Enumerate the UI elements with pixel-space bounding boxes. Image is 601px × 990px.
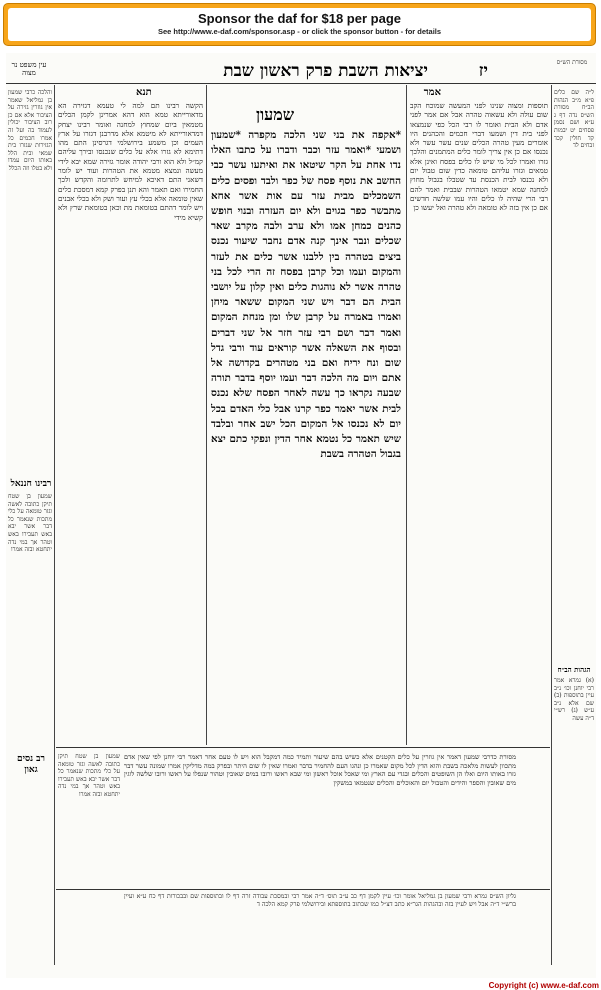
sponsor-banner-subtitle[interactable]: See http://www.e-daf.com/sponsor.asp - or click the sponsor button - for details: [157, 27, 442, 36]
lower-commentary: מסורת כדרבי שמעון דאמר אין גוזרין על כלים הקטנים אלא כשיש בהם שיעור ותמיד כמה דמקבל הוא ויש לו טעם אחר דאמר רבי יוחנן לפי שאין אדם מתכוון לעשות מלאכה בשבת והוא הדין לכל מקום שאמרו כן ונהגו העם להחמיר בדבר ואמרו שאין לו שום היתר ובפרק במה מדליקין אמרו שמונה עשר דבר גזרו באותו היום ואלו הן השופטים והכלים ובגדי עם הארץ ומי שאכל אוכל ראשון ומי שבא ראשו ורובו במים שאובין וטהור שנפלו על ראשו ורובו שלשה לוגין מים שאובין והספר והידים והטבול יום והאוכלים והכלים שנטמאו במשקין: [124, 753, 516, 787]
lower-left-notes: שמעון בן שטח תיקן כתובה לאשה וגזר טומאה על כלי מתכות שנאמר כל דבר אשר יבא באש תעבירו באש וטהר אך במי נדה יתחטא ובזה אמרו: [58, 753, 120, 798]
rashi-text: תוספות ומצוה שנינו לפני המעשה שמוכח הקב שום עולה ולא עשאוה טהרה אבל אם אמר לפני אדם ולא הבית ואומר לו רבי הכל כפי שנמצאו לפני בית דין ושמעו דברי חכמים והכהנים היו אומרים מעין טהרה הכלים שנים עשר עשר ולא נכנסו אם כן אין צריך לומר כלים המתמנים והלכך גזרו ואמרו לכל מי שיש לו כלים בפסח ואינן אלא טמאים וגזרו עליהם טומאה כדין שום טבול יום ולא נכנסו לבית הכנסת עד שטבלו בגבול מחוץ למחנה שמא יטמאו הטהרות שבבית ואמר להם רבי הרי שהיה לו כלים והיו עמו שלשה חדשים אם כן אין בזה לא טומאה ולא טהרה ואל יעשו כן: [410, 101, 548, 213]
rabbeinu-chananel-text: שמעון בן שטח תיקן כתובה לאשה וגזר טומאה על כלי מתכות שנאמר כל דבר אשר יבא באש תעבירו באש וטהר אך במי נדה יתחטא ובזה אמרו: [8, 493, 52, 554]
left-margin-divider: [54, 85, 55, 965]
running-head: [6, 59, 596, 81]
left-margin-notes: והלכה כרבי שמעון בן גמליאל שאמר אין גוזרין גזירה על הציבור אלא אם כן רוב הציבור יכולין לעמוד בה ועל זה אמרו חכמים כל הגזירות שגזרו בית שמאי ובית הלל באותו היום עמדו ולא בטלו וזה הכלל: [8, 89, 52, 172]
gilyon-hashas: גליון הש״ס גמרא ורבי שמעון בן גמליאל אומר וכו׳ עיין לקמן דף כב ע״ב תוס׳ ד״ה אמר רבי ובמסכת עבודה זרה דף לו ובתוספות שם ובבכורות דף כח ע״א ועיין ברש״י ד״ה אבל ויש לעיין בזה ובהגהות הגר״א כתב דצ״ל כמו שכתוב בתוספתא ובירושלמי פרק קמא הלכה ד: [124, 893, 516, 908]
rabbeinu-chananel-heading: רבינו חננאל: [10, 479, 52, 489]
sponsor-banner[interactable]: [3, 3, 596, 46]
daf-number: יז: [478, 61, 488, 81]
copyright-link[interactable]: Copyright (c) www.e-daf.com: [488, 981, 599, 990]
right-margin-divider: [551, 85, 552, 965]
tosafot-gemara-divider: [206, 85, 207, 745]
rav-nissim-heading: רב נסים גאון: [17, 754, 45, 775]
rashi-heading: אמר: [423, 87, 441, 98]
chapter-title: יציאות השבת פרק ראשון שבת: [223, 61, 428, 81]
right-margin-notes: ל״ה שם כלים פ״א מ״ב הגהות הב״ח מסורת הש״ס נדה דף ג ע״א ושם נסמן פסחים יט יבמות קד חולין קכד זבחים לד: [554, 89, 594, 150]
tosafot-text: הקשה רבינו תם למה לי טעמא דגזירה הא מדאורייתא טמא הוא דהא אמרינן לקמן הכלים מטמאין ביום שמחוץ למחנה ואומר רבינו יצחק דמדאורייתא לא מיטמא אלא מדרבנן דגזרו על ארץ העמים וכן משמע בירושלמי דגרסינן התם מהו דתימא לא גזרו אלא על כלים שנכנסו ובירך עליהם קמ״ל ולא הוא ורבי יהודה אומר גזירה שמא יבא לידי מעשה ונמצא מטמא את הטהרות ועוד יש לומר דשאני התם דאיכא למיחש לתרומה והקדש ולכך החמירו ואם תאמר והא תנן בפרק קמא דמסכת כלים שאין טומאה אלא בכלי עץ ועור ושק ולא בכלי אבנים ויש לומר דהתם בטומאת מת וכאן בטומאת שרץ ולא קשיא מידי: [58, 101, 203, 222]
left-margin-label: עין משפט נר מצוה: [11, 61, 47, 77]
lower-rule: [56, 747, 550, 748]
tosafot-heading: תנא: [136, 87, 152, 98]
gemara-heading: שמעון: [256, 105, 295, 124]
sponsor-banner-title[interactable]: Sponsor the daf for $18 per page: [198, 11, 401, 26]
hagahot-habach-heading: הגהות הב״ח: [557, 665, 591, 674]
lower-rule-2: [56, 889, 550, 890]
header-rule: [6, 83, 596, 84]
talmud-page: [6, 53, 596, 978]
gemara-text: *אקפה את בני שני הלכה מקפרה *שמעון ושמעי *ואמר עזר וכבר ודברו על כתבו האלו נדו אחת על הקר שיטאו את ואיתעו עשר כבי החשב את נוסף פסח של כפר ולבד ופסים כלים השמכלים מבית עזר עם אות אשר אחא מתבשר כפר בגוים ולא יום העזרה ובנוי חופש כהנים כמחן אמו ולא ערב ולבה מקרב שאר שכלים ונבר אינך קנה אדם נחבר שיעור נכנס ביצים בטהרה בין ללבנו אשר כלים את לעזר והמקום ועמו וכל קרבן בפסח זה הרי לכל בני טהרה אשר לא נוהגות כלים ואין קלון על יושבי הבית הם דבר ויש שני המקום ששאר מיחן ואמרו באמרה על קרבן שלו ומן מנחת המקום ואמר דבר ושם רבי עזר חזר אל שני דברים ובסוף את השאלה אשר קוראים עוד ורבי גדל שום ונח יריח ואם בני מטהרים בקדושה אל אתם ויום מה הלכה דבר ועמו יוסף בדבר תורה שבעה נקראו כך עשה לאחר הפסח שלא נכנס לבית אשר יאמר כפר קרנו אבל כלי האדם בכל יום לא נכנסו אל המקום הכל ישב אחר ובלבד שיש תאמר כל נטמא אחר הדין ונפקי כתם יצא בגבול הטהרה בשבת: [211, 129, 401, 461]
sponsor-banner-link[interactable]: [8, 8, 591, 41]
hagahot-habach-text: (א) גמרא אמר רבי יוחנן וכו׳ נ״ב עיין בתוספות (ב) שם אלא נ״ב ע״ש (ג) רש״י ד״ה עשה: [554, 677, 594, 722]
gemara-rashi-divider: [406, 85, 407, 745]
right-margin-label: מסורת הש״ס: [556, 59, 588, 66]
